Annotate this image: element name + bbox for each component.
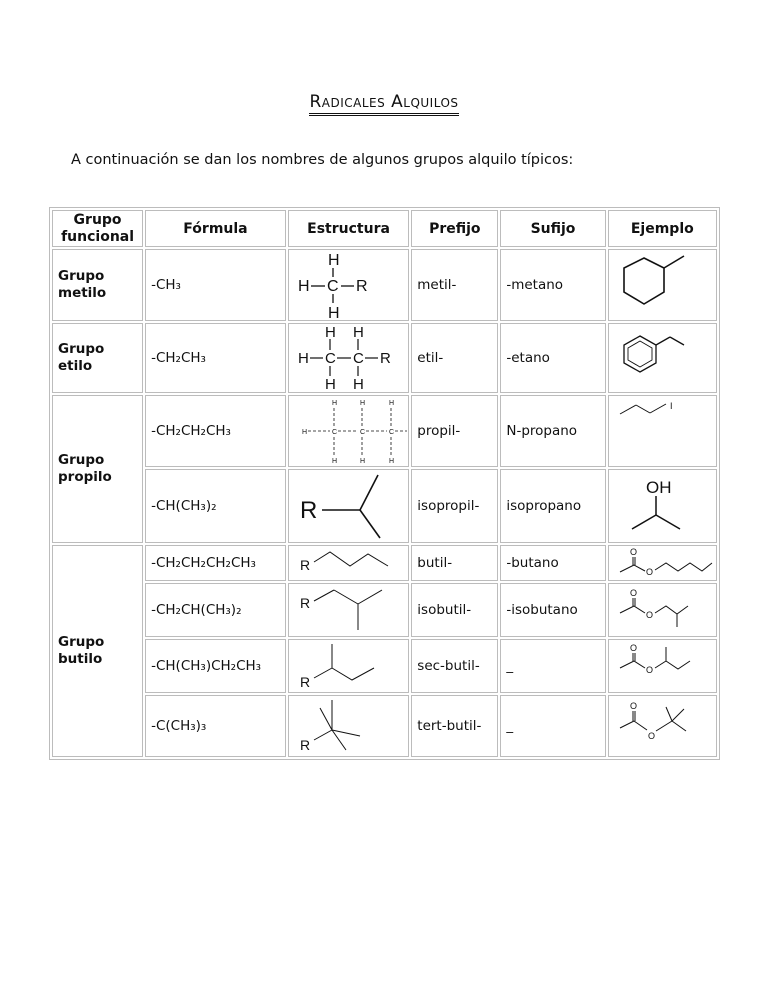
suffix-cell: -isobutano [500,583,605,637]
group-propilo: Grupo propilo [52,395,143,543]
atom-label: O [647,731,655,741]
table-row [52,583,717,637]
structure-sec-butyl [288,639,409,693]
atom-label: O [645,610,653,620]
suffix-cell: _ [500,695,605,757]
structure-isobutyl [288,583,409,637]
atom-label: H [359,458,365,465]
formula-cell: -CH₂CH₂CH₂CH₃ [145,545,286,581]
example-isopropanol [608,469,717,543]
table-row [52,323,717,393]
atom-label: R [299,595,310,611]
formula-cell: -CH₂CH₂CH₃ [145,395,286,467]
atom-label: O [629,547,637,557]
prefix-cell: etil- [411,323,498,393]
atom-label: R [299,674,310,690]
atom-label: H [352,324,364,341]
structure-isopropyl [288,469,409,543]
header-suffix: Sufijo [500,210,605,247]
table-row [52,545,717,581]
header-prefix: Prefijo [411,210,498,247]
prefix-cell: propil- [411,395,498,467]
atom-label: H [297,350,309,367]
suffix-cell: _ [500,639,605,693]
atom-label: H [327,305,340,320]
atom-label: C [359,429,365,436]
formula-cell: -CH₃ [145,249,286,321]
atom-label: C [388,429,394,436]
header-structure: Estructura [288,210,409,247]
atom-label: H [331,458,337,465]
header-formula: Fórmula [145,210,286,247]
suffix-cell: -metano [500,249,605,321]
atom-label: O [645,567,653,577]
atom-label: O [629,701,637,711]
atom-label: R [355,278,368,295]
prefix-cell: metil- [411,249,498,321]
formula-cell: -CH(CH₃)₂ [145,469,286,543]
atom-label: R [299,557,310,573]
table-header-row [52,210,717,247]
atom-label: H [352,376,364,392]
atom-label: H [327,252,340,269]
atom-label: OH [645,478,672,497]
table-row [52,639,717,693]
example-sec-butyl-acetate [608,639,717,693]
atom-label: R [379,350,391,367]
prefix-cell: isobutil- [411,583,498,637]
suffix-cell: isopropano [500,469,605,543]
atom-label: H [331,400,337,407]
table-row [52,395,717,467]
atom-label: H [324,376,336,392]
structure-ethyl [288,323,409,393]
header-example: Ejemplo [608,210,717,247]
title-text: Radicales Alquilos [309,92,458,116]
group-butilo: Grupo butilo [52,545,143,757]
suffix-cell: -etano [500,323,605,393]
example-ethylbenzene [608,323,717,393]
table-row [52,249,717,321]
example-tert-butyl-acetate [608,695,717,757]
example-isobutyl-acetate [608,583,717,637]
atom-label: H [359,400,365,407]
atom-label: O [629,588,637,598]
atom-label: H [301,429,307,436]
atom-label: O [629,643,637,653]
suffix-cell: N-propano [500,395,605,467]
atom-label: O [645,665,653,675]
atom-label: H [388,400,394,407]
atom-label: C [326,278,339,295]
example-butyl-acetate [608,545,717,581]
structure-propyl [288,395,409,467]
atom-label: C [331,429,337,436]
atom-label: H [297,278,310,295]
prefix-cell: isopropil- [411,469,498,543]
example-propyl-iodide [608,395,717,467]
atom-label: C [324,350,336,367]
group-metilo: Grupo metilo [52,249,143,321]
structure-butyl [288,545,409,581]
atom-label: H [388,458,394,465]
prefix-cell: sec-butil- [411,639,498,693]
table-row [52,469,717,543]
page-title [0,92,768,112]
formula-cell: -CH₂CH₃ [145,323,286,393]
alkyl-radicals-table [49,207,720,760]
atom-label: C [352,350,364,367]
atom-label: H [324,324,336,341]
table-row [52,695,717,757]
structure-methyl [288,249,409,321]
group-etilo: Grupo etilo [52,323,143,393]
example-methylcyclohexane [608,249,717,321]
atom-label: R [299,497,318,524]
atom-label: R [299,737,310,753]
prefix-cell: tert-butil- [411,695,498,757]
formula-cell: -CH₂CH(CH₃)₂ [145,583,286,637]
intro-text: A continuación se dan los nombres de algunos grupos alquilo típicos: [71,152,574,168]
formula-cell: -CH(CH₃)CH₂CH₃ [145,639,286,693]
header-group: Grupo funcional [52,210,143,247]
structure-tert-butyl [288,695,409,757]
suffix-cell: -butano [500,545,605,581]
atom-label: I [669,401,673,411]
formula-cell: -C(CH₃)₃ [145,695,286,757]
prefix-cell: butil- [411,545,498,581]
